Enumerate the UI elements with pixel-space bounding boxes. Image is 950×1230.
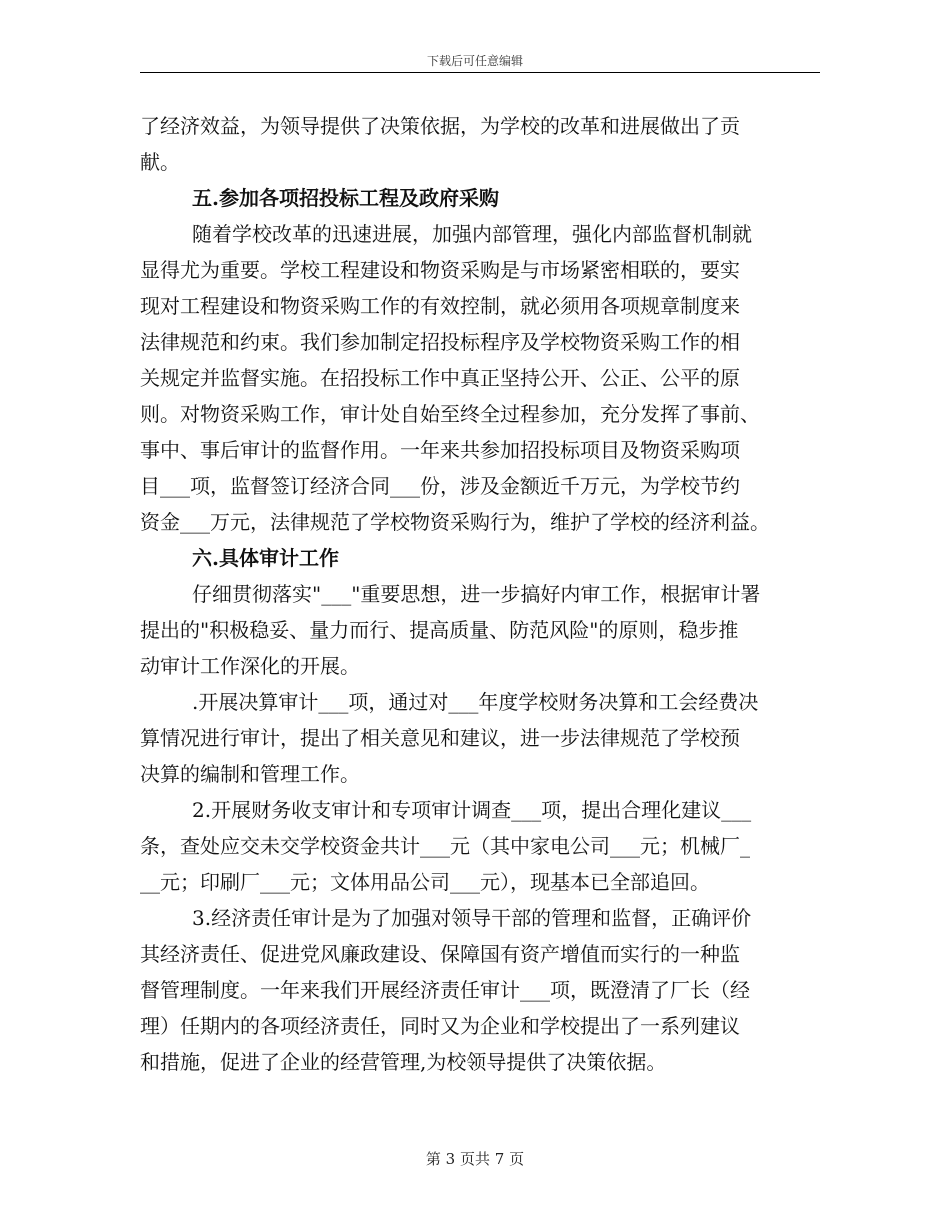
section-heading: 六.具体审计工作	[192, 546, 339, 570]
body-line: 事中、事后审计的监督作用。一年来共参加招投标项目及物资采购项	[140, 438, 740, 462]
body-line: 目___项，监督签订经济合同___份，涉及金额近千万元，为学校节约	[140, 474, 740, 498]
body-line: 法律规范和约束。我们参加制定招投标程序及学校物资采购工作的相	[140, 330, 740, 354]
body-line: 关规定并监督实施。在招投标工作中真正坚持公开、公正、公平的原	[140, 366, 740, 390]
body-line: 督管理制度。一年来我们开展经济责任审计___项，既澄清了厂长（经	[140, 978, 750, 1002]
body-line: 随着学校改革的迅速进展，加强内部管理，强化内部监督机制就	[192, 222, 752, 246]
body-line: 资金___万元，法律规范了学校物资采购行为，维护了学校的经济利益。	[140, 510, 770, 534]
body-line: 了经济效益，为领导提供了决策依据，为学校的改革和进展做出了贡	[140, 114, 740, 138]
body-line: 提出的"积极稳妥、量力而行、提高质量、防范风险"的原则，稳步推	[140, 618, 739, 642]
body-line: __元；印刷厂___元；文体用品公司___元），现基本已全部追回。	[140, 870, 710, 894]
document-body	[140, 108, 830, 1080]
body-line: 算情况进行审计，提出了相关意见和建议，进一步法律规范了学校预	[140, 726, 740, 750]
body-line: 则。对物资采购工作，审计处自始至终全过程参加，充分发挥了事前、	[140, 402, 760, 426]
body-line: 条，查处应交未交学校资金共计___元（其中家电公司___元；机械厂_	[140, 834, 750, 858]
body-line: 2.开展财务收支审计和专项审计调查___项，提出合理化建议___	[192, 798, 752, 822]
page-header: 下载后可任意编辑	[426, 54, 523, 68]
body-line: 献。	[140, 150, 180, 174]
body-line: .开展决算审计___项，通过对___年度学校财务决算和工会经费决	[192, 690, 759, 714]
section-heading: 五.参加各项招投标工程及政府采购	[192, 186, 499, 210]
body-line: 理）任期内的各项经济责任，同时又为企业和学校提出了一系列建议	[140, 1014, 740, 1038]
body-line: 决算的编制和管理工作。	[140, 762, 360, 786]
body-line: 其经济责任、促进党风廉政建设、保障国有资产增值而实行的一种监	[140, 942, 740, 966]
body-line: 动审计工作深化的开展。	[140, 654, 360, 678]
body-line: 3.经济责任审计是为了加强对领导干部的管理和监督，正确评价	[192, 906, 752, 930]
page-footer: 第 3 页共 7 页	[425, 1150, 525, 1168]
body-line: 显得尤为重要。学校工程建设和物资采购是与市场紧密相联的，要实	[140, 258, 740, 282]
body-line: 现对工程建设和物资采购工作的有效控制，就必须用各项规章制度来	[140, 294, 740, 318]
header-divider	[140, 72, 820, 73]
body-line: 仔细贯彻落实"___"重要思想，进一步搞好内审工作，根据审计署	[192, 582, 761, 606]
body-line: 和措施，促进了企业的经营管理,为校领导提供了决策依据。	[140, 1050, 667, 1074]
